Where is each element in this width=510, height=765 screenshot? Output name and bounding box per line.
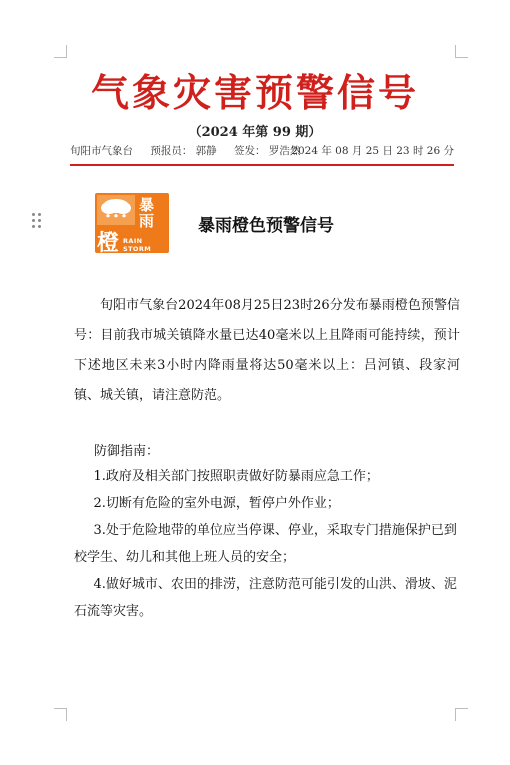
guide-item: 3.处于危险地带的单位应当停课、停业，采取专门措施保护已到校学生、幼儿和其他上班人员的安全； [74, 523, 457, 565]
rainstorm-orange-badge [95, 193, 169, 253]
rain-cloud-icon [97, 195, 135, 225]
crop-mark-top-left [54, 45, 67, 58]
drag-handle-icon[interactable] [32, 213, 42, 229]
badge-level: 橙 [97, 231, 120, 253]
badge-char-1: 暴 [139, 196, 155, 214]
crop-mark-bottom-left [54, 708, 67, 721]
issuer-meta [70, 143, 454, 163]
crop-mark-top-right [455, 45, 468, 58]
red-divider [70, 164, 454, 166]
signer-name: 签发： 罗浩然 [234, 145, 301, 157]
guide-item: 4.做好城市、农田的排涝，注意防范可能引发的山洪、滑坡、泥石流等灾害。 [74, 577, 457, 619]
crop-mark-bottom-right [455, 708, 468, 721]
badge-english: RAIN STORM [123, 237, 152, 253]
guide-item: 2.切断有危险的室外电源，暂停户外作业； [93, 496, 340, 511]
document-title: 气象灾害预警信号 [90, 71, 419, 115]
guide-heading: 防御指南： [94, 444, 160, 459]
badge-char-2: 雨 [139, 212, 155, 230]
guide-list [74, 463, 462, 625]
issue-number: （2024 年第 99 期） [188, 125, 322, 140]
reporter-name: 预报员： 郭静 [150, 145, 217, 157]
issue-datetime: 2024 年 08 月 25 日 23 时 26 分 [291, 145, 454, 157]
guide-item: 1.政府及相关部门按照职责做好防暴雨应急工作； [93, 469, 379, 484]
agency-name: 旬阳市气象台 [70, 145, 133, 157]
signal-title: 暴雨橙色预警信号 [198, 216, 334, 236]
warning-paragraph: 旬阳市气象台2024年08月25日23时26分发布暴雨橙色预警信号：目前我市城关镇降水量已达40毫米以上且降雨可能持续，预计下述地区未来3小时内降雨量将达50毫米以上：吕河镇、段家河镇、城关镇，请注意防范。 [74, 298, 460, 403]
